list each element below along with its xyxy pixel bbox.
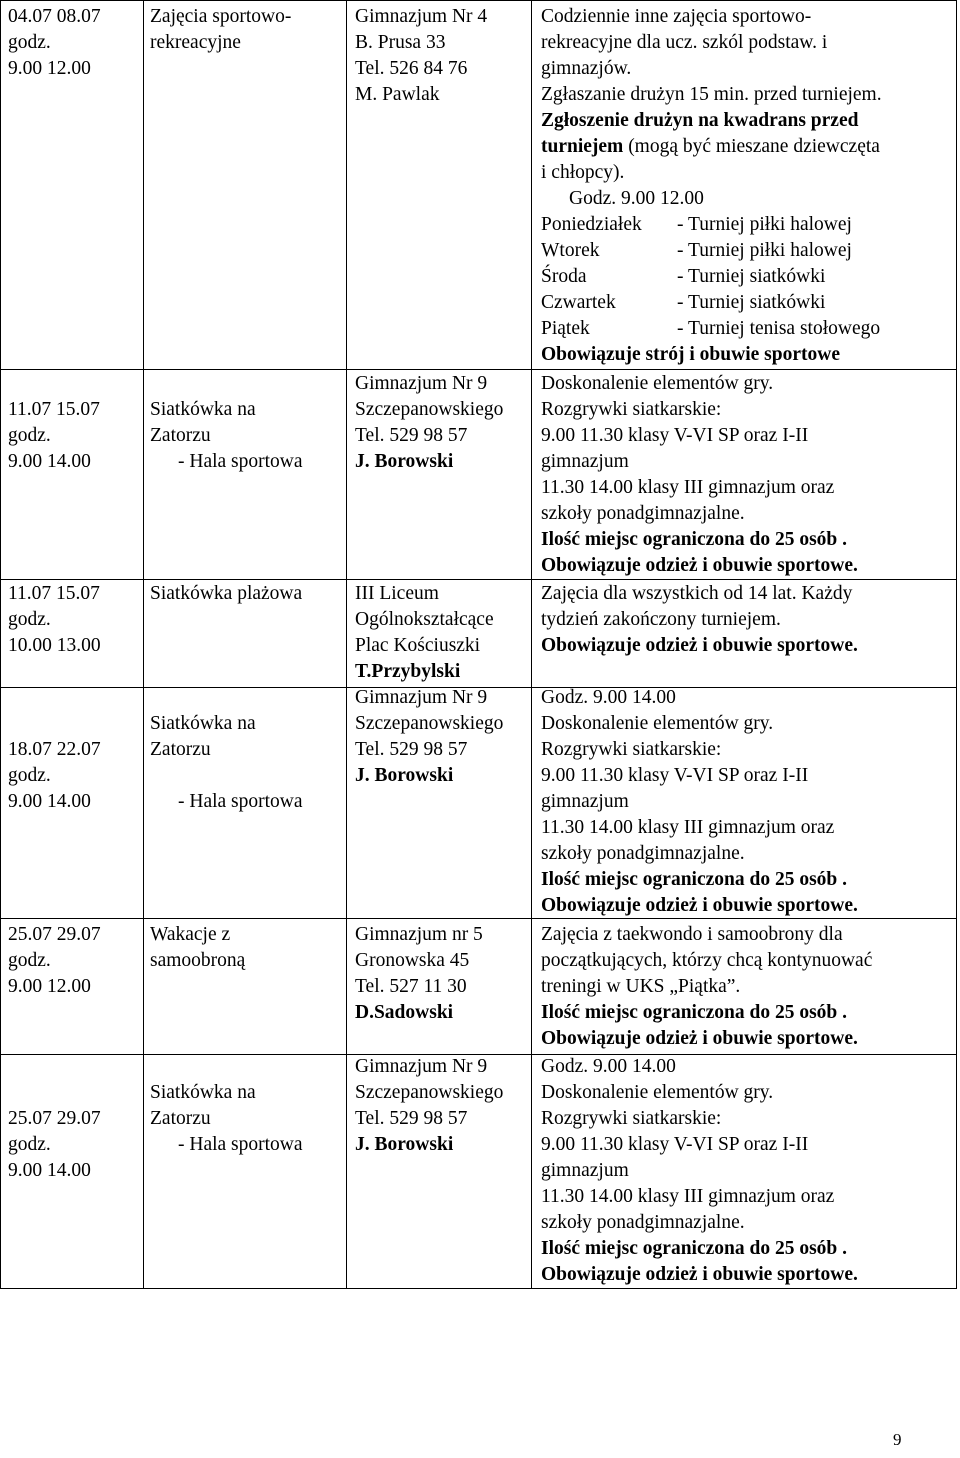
activity-cell xyxy=(150,581,302,607)
schedule-event: - Turniej piłki halowej xyxy=(677,214,852,235)
activity-name: Zajęcia sportowo- xyxy=(150,6,292,27)
obligation-note: Obowiązuje strój i obuwie sportowe xyxy=(541,344,840,365)
place-address: Szczepanowskiego xyxy=(355,399,504,420)
obligation-note: Obowiązuje odzież i obuwie sportowe. xyxy=(541,635,858,656)
date-range: 25.07 29.07 xyxy=(8,1108,101,1129)
description-cell xyxy=(541,1054,858,1288)
place-contact: T.Przybylski xyxy=(355,661,461,682)
place-cell xyxy=(355,1054,503,1158)
description-line: i chłopcy). xyxy=(541,162,625,183)
description-line: szkoły ponadgimnazjalne. xyxy=(541,503,745,524)
place-phone: Tel. 529 98 57 xyxy=(355,425,468,446)
activity-name: Wakacje z xyxy=(150,924,231,945)
activity-cell xyxy=(150,922,245,974)
activity-name: Zatorzu xyxy=(150,1108,211,1129)
table-border-top xyxy=(0,0,957,1)
description-bold-word: turniejem xyxy=(541,136,624,157)
hours-label: godz. xyxy=(8,950,51,971)
place-cell xyxy=(355,685,503,789)
place-cell xyxy=(355,581,494,685)
obligation-note: Obowiązuje odzież i obuwie sportowe. xyxy=(541,1264,858,1285)
description-line: 11.30 14.00 klasy III gimnazjum oraz xyxy=(541,817,835,838)
hours-label: godz. xyxy=(8,32,51,53)
activity-venue: - Hala sportowa xyxy=(178,791,303,812)
date-range: 25.07 29.07 xyxy=(8,924,101,945)
place-address: Szczepanowskiego xyxy=(355,713,504,734)
hours-range: 9.00 14.00 xyxy=(8,451,91,472)
activity-name: rekreacyjne xyxy=(150,32,241,53)
place-address: Szczepanowskiego xyxy=(355,1082,504,1103)
row-divider xyxy=(0,579,957,580)
place-name: Ogólnokształcące xyxy=(355,609,494,630)
place-name: Gimnazjum Nr 9 xyxy=(355,1056,488,1077)
table-border-right xyxy=(956,0,957,1289)
column-divider xyxy=(143,0,144,1289)
schedule-event: - Turniej piłki halowej xyxy=(677,240,852,261)
description-text: (mogą być mieszane dziewczęta xyxy=(623,136,880,157)
date-cell xyxy=(8,922,101,1000)
date-cell xyxy=(8,581,101,659)
date-cell xyxy=(8,4,101,82)
place-contact: J. Borowski xyxy=(355,451,454,472)
place-cell xyxy=(355,922,483,1026)
hours-label: godz. xyxy=(8,425,51,446)
description-line: Rozgrywki siatkarskie: xyxy=(541,739,722,760)
description-line: gimnazjum xyxy=(541,791,629,812)
date-range: 04.07 08.07 xyxy=(8,6,101,27)
description-line: szkoły ponadgimnazjalne. xyxy=(541,843,745,864)
activity-name: Siatkówka plażowa xyxy=(150,583,303,604)
description-line: Rozgrywki siatkarskie: xyxy=(541,399,722,420)
date-cell xyxy=(8,737,101,815)
date-range: 11.07 15.07 xyxy=(8,583,100,604)
place-address: B. Prusa 33 xyxy=(355,32,446,53)
activity-name: Siatkówka na xyxy=(150,1082,256,1103)
description-line: 11.30 14.00 klasy III gimnazjum oraz xyxy=(541,1186,835,1207)
hours-line: Godz. 9.00 14.00 xyxy=(541,1056,676,1077)
place-phone: Tel. 529 98 57 xyxy=(355,739,468,760)
table-border-bottom xyxy=(0,1288,957,1289)
schedule-event: - Turniej siatkówki xyxy=(677,266,826,287)
schedule-day: Czwartek xyxy=(541,292,616,313)
description-line: 9.00 11.30 klasy V-VI SP oraz I-II xyxy=(541,425,809,446)
description-line: Zajęcia dla wszystkich od 14 lat. Każdy xyxy=(541,583,853,604)
schedule-day: Środa xyxy=(541,266,587,287)
hours-range: 9.00 14.00 xyxy=(8,791,91,812)
schedule-day: Poniedziałek xyxy=(541,214,642,235)
activity-name: Siatkówka na xyxy=(150,713,256,734)
place-name: Gimnazjum Nr 9 xyxy=(355,373,488,394)
description-line: tydzień zakończony turniejem. xyxy=(541,609,781,630)
description-cell xyxy=(541,685,858,919)
schedule-event: - Turniej tenisa stołowego xyxy=(677,318,881,339)
place-address: Plac Kościuszki xyxy=(355,635,481,656)
activity-venue: - Hala sportowa xyxy=(178,451,303,472)
activity-venue: - Hala sportowa xyxy=(178,1134,303,1155)
activity-cell xyxy=(150,4,291,56)
description-cell xyxy=(541,581,858,659)
hours-range: 9.00 14.00 xyxy=(8,1160,91,1181)
place-name: III Liceum xyxy=(355,583,439,604)
date-cell xyxy=(8,1106,101,1184)
description-cell xyxy=(541,4,882,368)
hours-line: Godz. 9.00 12.00 xyxy=(569,188,704,209)
place-address: Gronowska 45 xyxy=(355,950,470,971)
description-line: rekreacyjne dla ucz. szkól podstaw. i xyxy=(541,32,828,53)
description-line: Codziennie inne zajęcia sportowo- xyxy=(541,6,812,27)
description-line: Zgłaszanie drużyn 15 min. przed turniejem. xyxy=(541,84,882,105)
place-phone: Tel. 526 84 76 xyxy=(355,58,468,79)
date-range: 18.07 22.07 xyxy=(8,739,101,760)
capacity-note: Ilość miejsc ograniczona do 25 osób . xyxy=(541,1002,848,1023)
place-contact: D.Sadowski xyxy=(355,1002,454,1023)
activity-name: Zatorzu xyxy=(150,425,211,446)
column-divider xyxy=(531,0,532,1289)
description-line: treningi w UKS „Piątka”. xyxy=(541,976,741,997)
date-cell xyxy=(8,397,100,475)
obligation-note: Obowiązuje odzież i obuwie sportowe. xyxy=(541,555,858,576)
schedule-item xyxy=(541,264,882,290)
description-line: gimnazjum xyxy=(541,451,629,472)
place-phone: Tel. 529 98 57 xyxy=(355,1108,468,1129)
obligation-note: Obowiązuje odzież i obuwie sportowe. xyxy=(541,895,858,916)
hours-range: 9.00 12.00 xyxy=(8,976,91,997)
description-cell xyxy=(541,922,872,1052)
obligation-note: Obowiązuje odzież i obuwie sportowe. xyxy=(541,1028,858,1049)
description-line: Doskonalenie elementów gry. xyxy=(541,373,774,394)
hours-label: godz. xyxy=(8,1134,51,1155)
description-line: gimnazjów. xyxy=(541,58,632,79)
place-contact: J. Borowski xyxy=(355,765,454,786)
row-divider xyxy=(0,369,957,370)
description-line: gimnazjum xyxy=(541,1160,629,1181)
description-line: Zajęcia z taekwondo i samoobrony dla xyxy=(541,924,843,945)
description-line: 9.00 11.30 klasy V-VI SP oraz I-II xyxy=(541,765,809,786)
hours-range: 9.00 12.00 xyxy=(8,58,91,79)
description-bold-line: Zgłoszenie drużyn na kwadrans przed xyxy=(541,110,859,131)
hours-line: Godz. 9.00 14.00 xyxy=(541,687,676,708)
place-cell xyxy=(355,4,487,108)
description-cell xyxy=(541,371,858,579)
description-line: Doskonalenie elementów gry. xyxy=(541,713,774,734)
table-border-left xyxy=(0,0,1,1289)
description-line: 9.00 11.30 klasy V-VI SP oraz I-II xyxy=(541,1134,809,1155)
schedule-day: Piątek xyxy=(541,318,590,339)
capacity-note: Ilość miejsc ograniczona do 25 osób . xyxy=(541,869,848,890)
hours-range: 10.00 13.00 xyxy=(8,635,101,656)
description-line: 11.30 14.00 klasy III gimnazjum oraz xyxy=(541,477,835,498)
description-line: Rozgrywki siatkarskie: xyxy=(541,1108,722,1129)
schedule-item xyxy=(541,238,882,264)
date-range: 11.07 15.07 xyxy=(8,399,100,420)
place-contact: J. Borowski xyxy=(355,1134,454,1155)
page-number: 9 xyxy=(893,1430,902,1449)
place-cell xyxy=(355,371,503,475)
schedule-item xyxy=(541,212,882,238)
schedule-item xyxy=(541,290,882,316)
activity-cell xyxy=(150,711,303,815)
activity-cell xyxy=(150,397,303,475)
place-name: Gimnazjum nr 5 xyxy=(355,924,483,945)
schedule-event: - Turniej siatkówki xyxy=(677,292,826,313)
hours-label: godz. xyxy=(8,609,51,630)
capacity-note: Ilość miejsc ograniczona do 25 osób . xyxy=(541,529,848,550)
description-line: początkujących, którzy chcą kontynuować xyxy=(541,950,873,971)
capacity-note: Ilość miejsc ograniczona do 25 osób . xyxy=(541,1238,848,1259)
place-name: Gimnazjum Nr 4 xyxy=(355,6,488,27)
column-divider xyxy=(346,0,347,1289)
place-phone: Tel. 527 11 30 xyxy=(355,976,467,997)
place-name: Gimnazjum Nr 9 xyxy=(355,687,488,708)
activity-cell xyxy=(150,1080,303,1158)
description-line: Doskonalenie elementów gry. xyxy=(541,1082,774,1103)
schedule-item xyxy=(541,316,882,342)
hours-label: godz. xyxy=(8,765,51,786)
activity-name: Siatkówka na xyxy=(150,399,256,420)
description-line xyxy=(541,134,882,160)
activity-name: samoobroną xyxy=(150,950,246,971)
schedule-day: Wtorek xyxy=(541,240,600,261)
description-line: szkoły ponadgimnazjalne. xyxy=(541,1212,745,1233)
place-contact: M. Pawlak xyxy=(355,84,440,105)
activity-name: Zatorzu xyxy=(150,739,211,760)
